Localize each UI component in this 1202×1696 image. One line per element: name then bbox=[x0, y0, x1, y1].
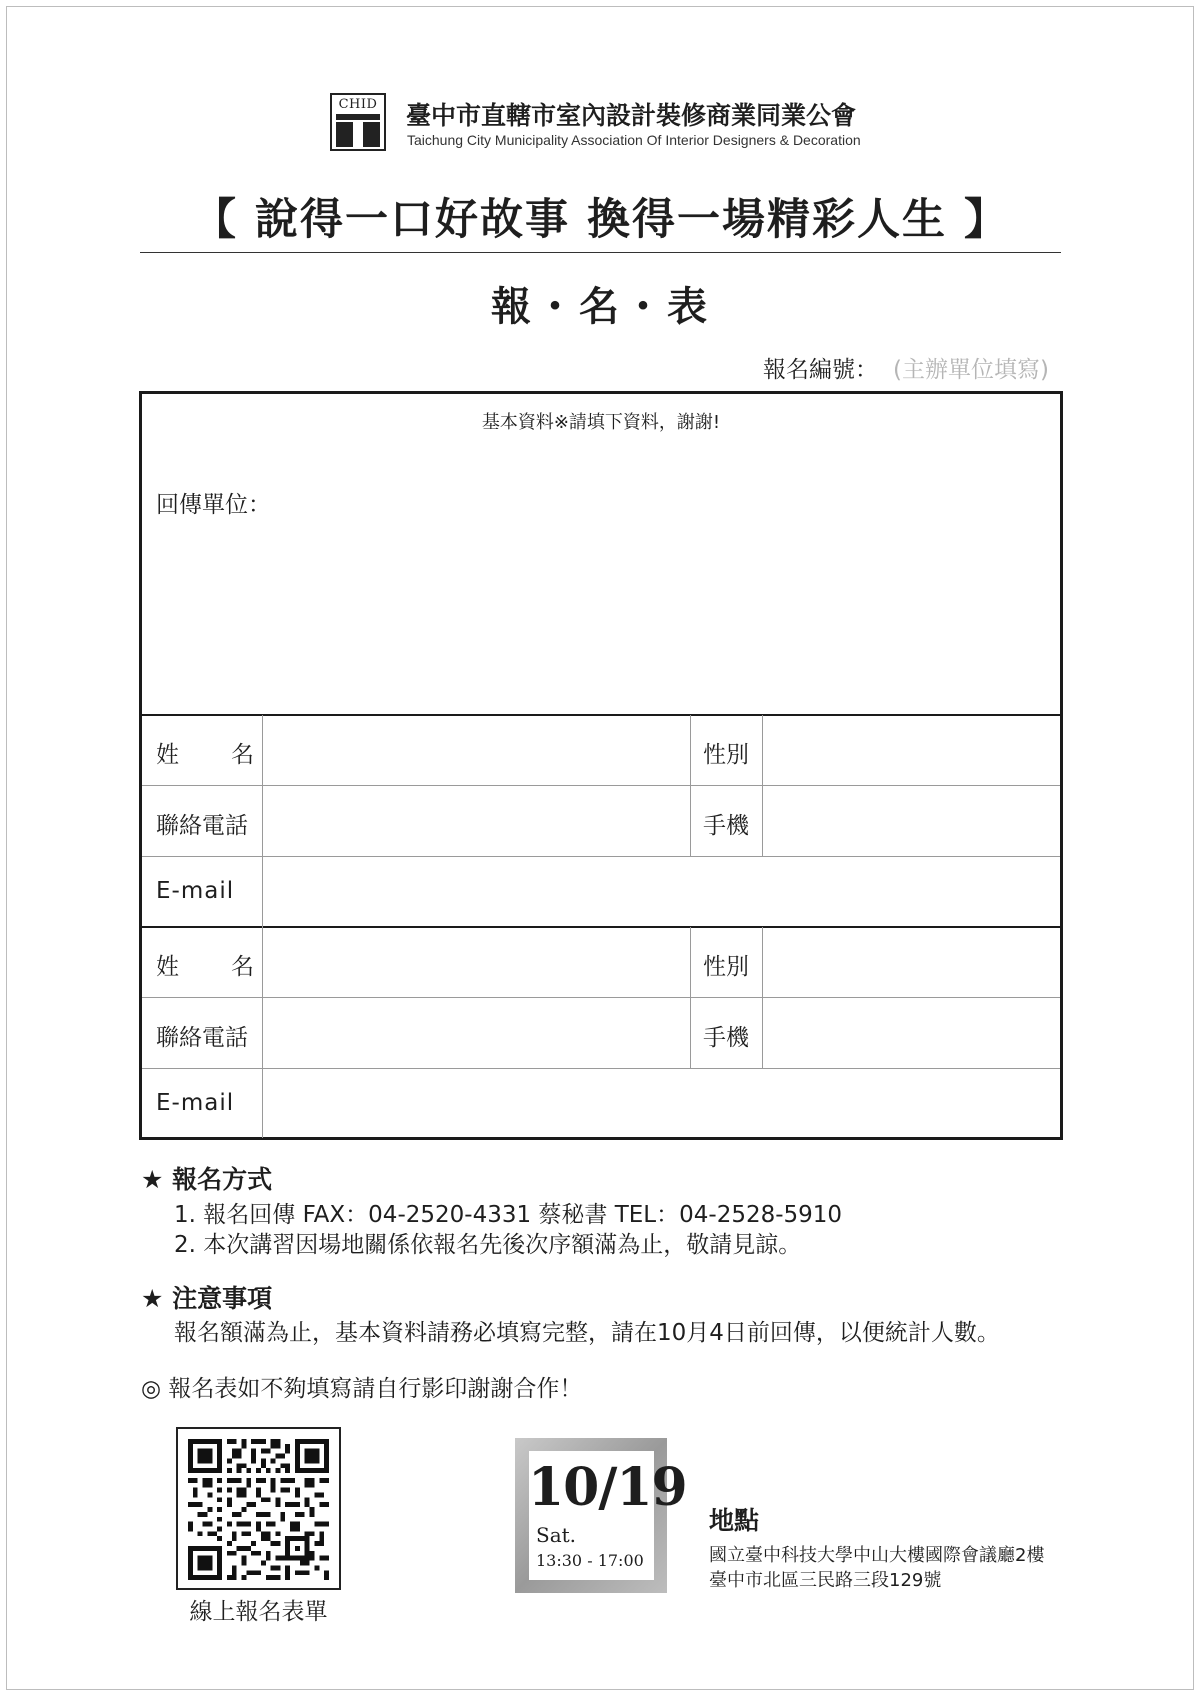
form-title: 報・名・表 bbox=[491, 284, 711, 330]
qr-caption: 線上報名表單 bbox=[170, 1592, 347, 1632]
gender-label: 性別 bbox=[703, 742, 749, 768]
email-field[interactable] bbox=[263, 857, 1060, 926]
name-label: 姓 名 bbox=[156, 742, 254, 768]
email-label: E-mail bbox=[156, 1090, 235, 1116]
title-divider bbox=[140, 252, 1061, 253]
reg-no-hint: (主辦單位填寫) bbox=[893, 357, 1049, 383]
mobile-label: 手機 bbox=[703, 1025, 749, 1051]
name-field[interactable] bbox=[263, 715, 690, 785]
association-logo bbox=[330, 93, 386, 151]
return-unit-field[interactable] bbox=[262, 464, 1052, 704]
mobile-field[interactable] bbox=[763, 786, 1060, 856]
phone-field[interactable] bbox=[263, 786, 690, 856]
event-title: 【 說得一口好故事 換得一場精彩人生 】 bbox=[193, 195, 1009, 245]
copy-form-note: ◎ 報名表如不夠填寫請自行影印謝謝合作！ bbox=[141, 1376, 583, 1402]
gender-label: 性別 bbox=[703, 954, 749, 980]
name-field[interactable] bbox=[263, 928, 690, 997]
name-label: 姓 名 bbox=[156, 954, 254, 980]
notice-text: 報名額滿為止，基本資料請務必填寫完整，請在10月4日前回傳，以便統計人數。 bbox=[174, 1320, 1000, 1346]
event-time: 13:30 - 17:00 bbox=[536, 1551, 644, 1570]
column-divider-p2 bbox=[690, 927, 691, 1068]
logo-t-left bbox=[336, 122, 353, 147]
phone-label: 聯絡電話 bbox=[156, 813, 248, 839]
venue-heading: 地點 bbox=[709, 1506, 760, 1535]
venue-name: 國立臺中科技大學中山大樓國際會議廳2樓 bbox=[709, 1545, 1045, 1566]
phone-field[interactable] bbox=[263, 998, 690, 1068]
gender-field[interactable] bbox=[763, 715, 1060, 785]
org-name-zh: 臺中市直轄市室內設計裝修商業同業公會 bbox=[406, 101, 857, 130]
email-field[interactable] bbox=[263, 1069, 1060, 1137]
event-date: 10/19 bbox=[528, 1457, 687, 1518]
logo-text: CHID bbox=[338, 97, 378, 112]
registration-form-table bbox=[139, 391, 1063, 1140]
registration-item: 2. 本次講習因場地關係依報名先後次序額滿為止，敬請見諒。 bbox=[174, 1232, 802, 1258]
mobile-field[interactable] bbox=[763, 998, 1060, 1068]
return-unit-label: 回傳單位： bbox=[156, 492, 271, 518]
qr-code-icon[interactable] bbox=[176, 1427, 341, 1590]
logo-t-bar bbox=[336, 114, 380, 120]
notice-heading: ★ 注意事項 bbox=[141, 1284, 273, 1313]
basic-info-title: 基本資料※請填下資料，謝謝! bbox=[481, 412, 721, 433]
reg-no-label: 報名編號： bbox=[763, 357, 878, 383]
event-day: Sat. bbox=[536, 1523, 577, 1547]
email-label: E-mail bbox=[156, 878, 235, 904]
org-name-en: Taichung City Municipality Association Of Interior Designers & Decoration bbox=[407, 132, 861, 148]
registration-item: 1. 報名回傳 FAX：04-2520-4331 蔡秘書 TEL：04-2528-5910 bbox=[174, 1202, 843, 1228]
phone-label: 聯絡電話 bbox=[156, 1025, 248, 1051]
gender-field[interactable] bbox=[763, 928, 1060, 997]
logo-t-right bbox=[363, 122, 380, 147]
mobile-label: 手機 bbox=[703, 813, 749, 839]
venue-address: 臺中市北區三民路三段129號 bbox=[709, 1570, 942, 1591]
registration-method-heading: ★ 報名方式 bbox=[141, 1165, 273, 1194]
column-divider-p1 bbox=[690, 715, 691, 856]
